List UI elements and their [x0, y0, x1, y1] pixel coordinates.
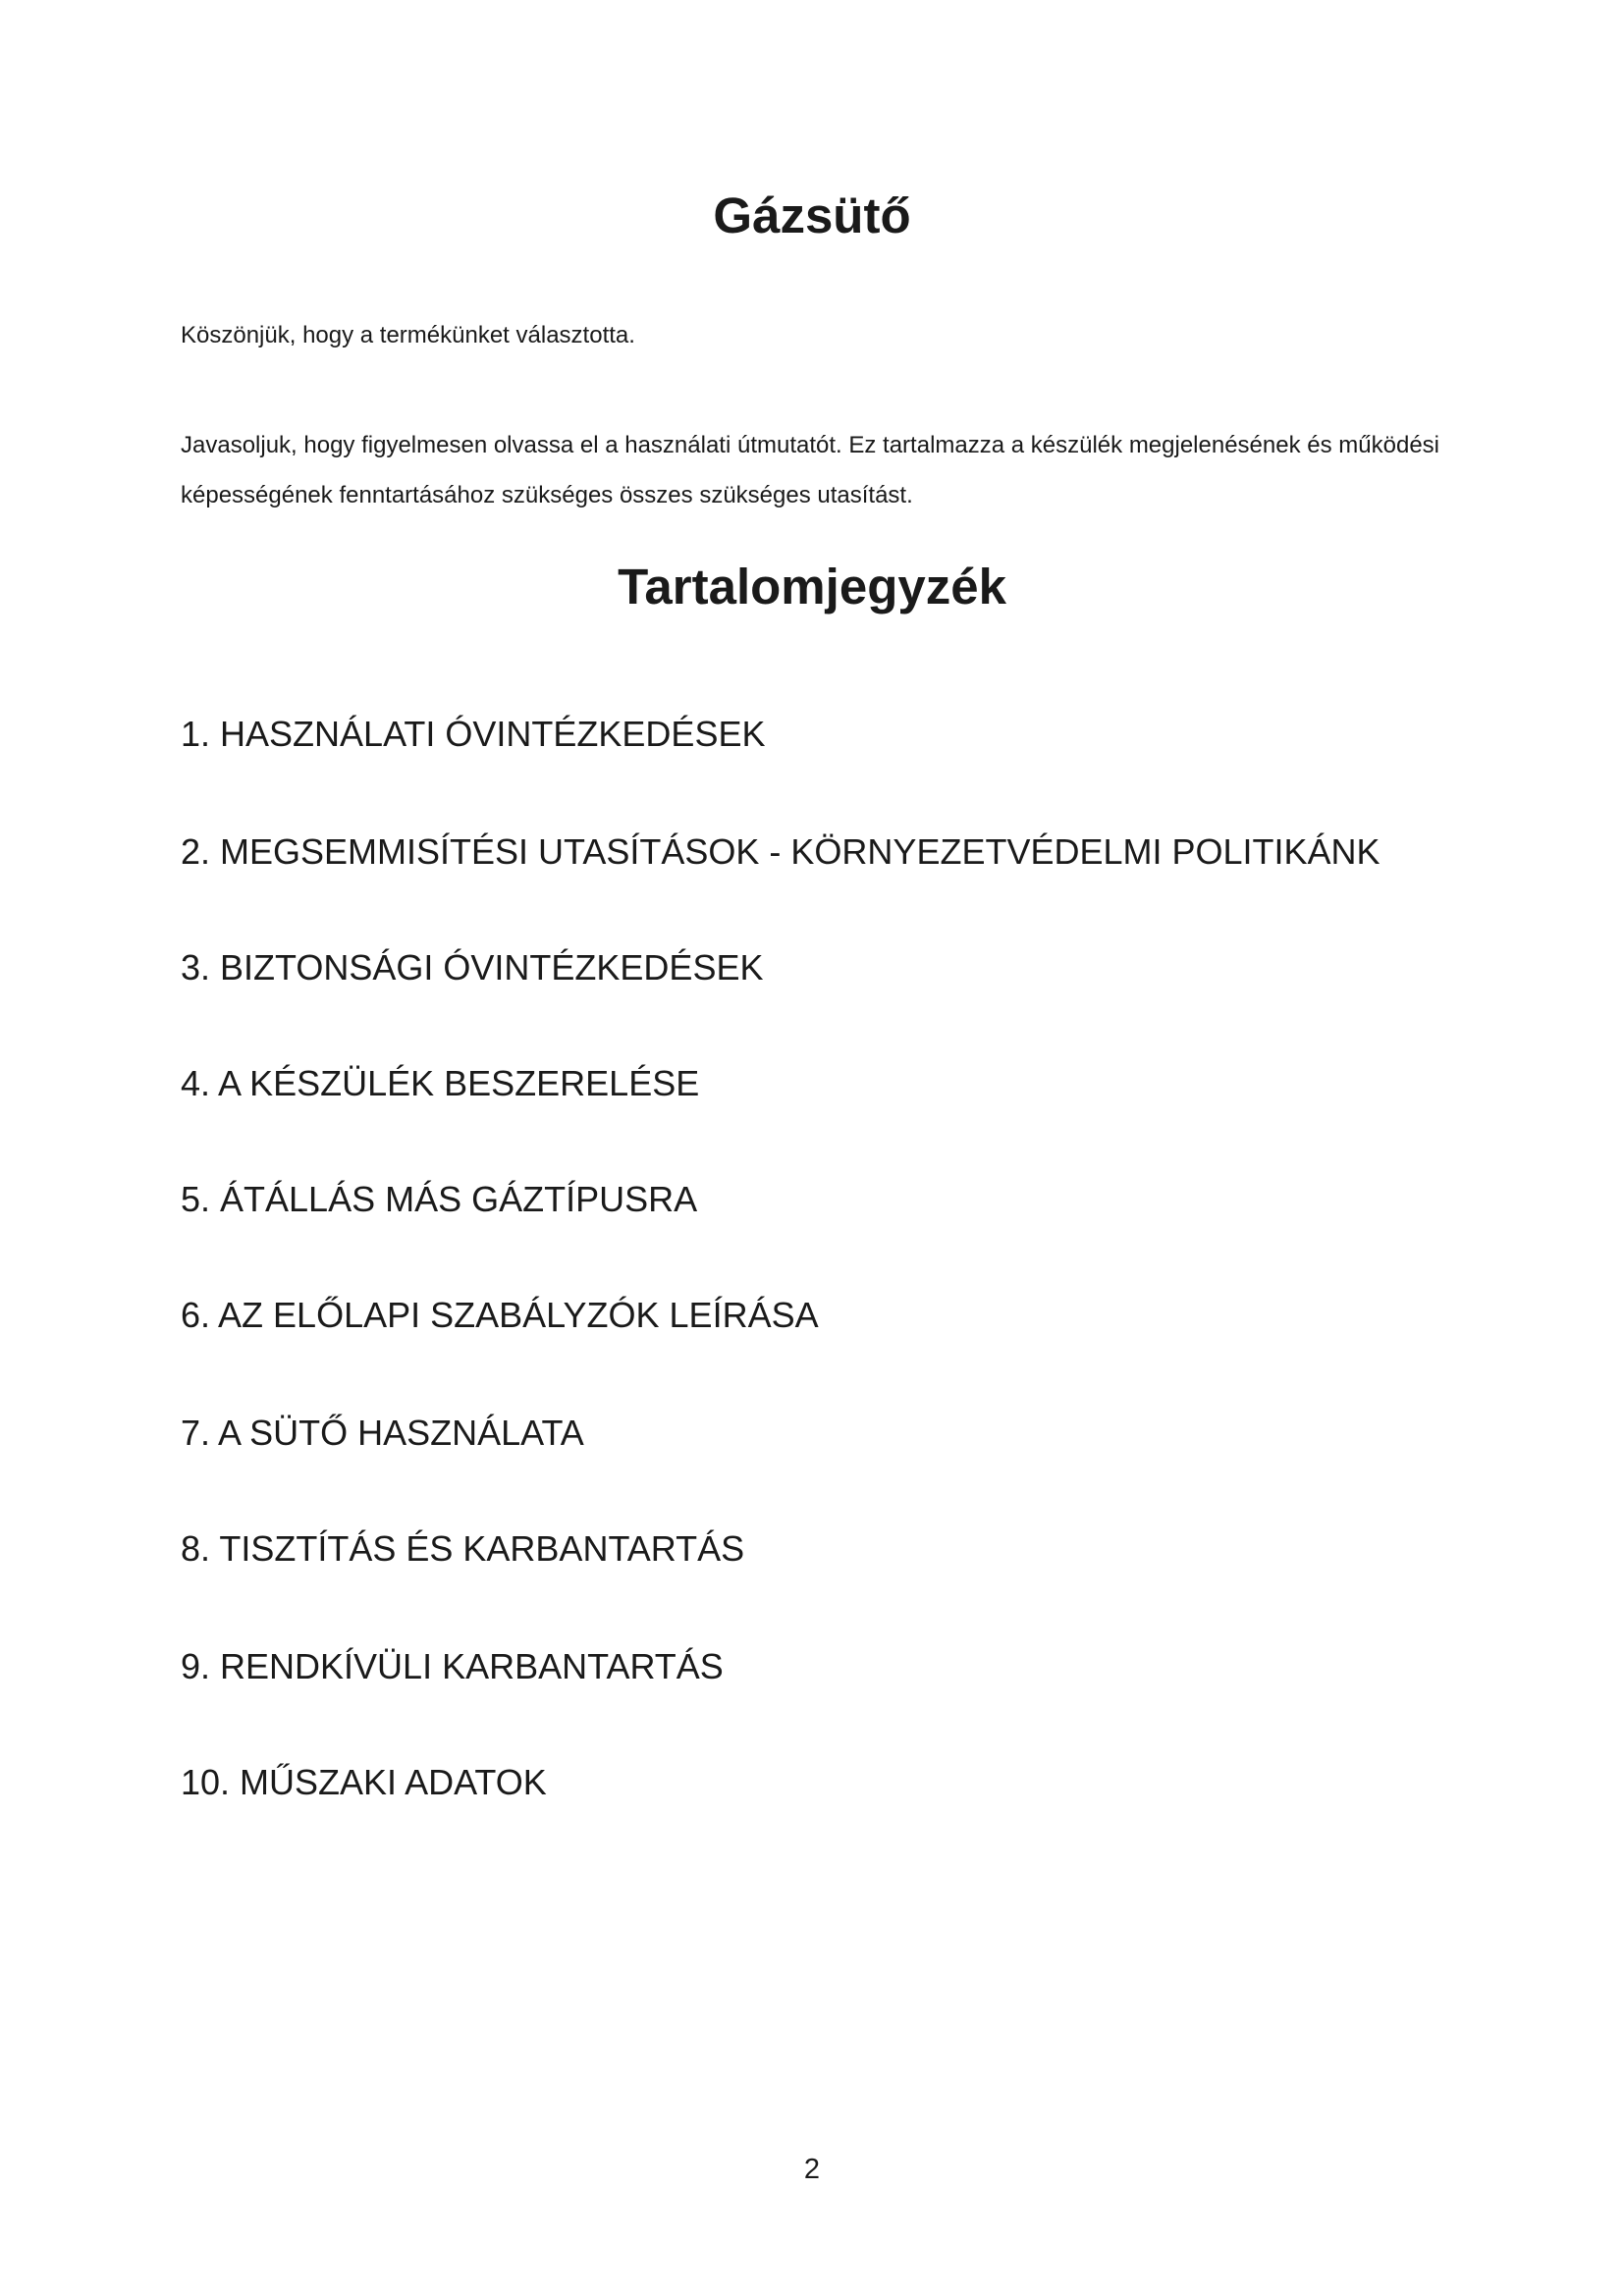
- toc-item: 3. BIZTONSÁGI ÓVINTÉZKEDÉSEK: [181, 947, 764, 988]
- thanks-paragraph: Köszönjük, hogy a termékünket választotta.: [181, 322, 635, 348]
- page-number: 2: [803, 2154, 821, 2185]
- toc-item: 6. AZ ELŐLAPI SZABÁLYZÓK LEÍRÁSA: [181, 1295, 819, 1335]
- toc-item: 10. MŰSZAKI ADATOK: [181, 1762, 547, 1802]
- toc-item: 9. RENDKÍVÜLI KARBANTARTÁS: [181, 1646, 724, 1686]
- advice-paragraph: Javasoljuk, hogy figyelmesen olvassa el a használati útmutatót. Ez tartalmazza a készülék megjelenésének és működési képességének fenntartásához szükséges összes szükséges utasítást.: [181, 432, 1439, 508]
- toc-item: 7. A SÜTŐ HASZNÁLATA: [181, 1413, 584, 1453]
- toc-item: 4. A KÉSZÜLÉK BESZERELÉSE: [181, 1063, 700, 1103]
- page-title: Gázsütő: [713, 187, 911, 243]
- toc-title: Tartalomjegyzék: [618, 559, 1006, 614]
- toc-item: 1. HASZNÁLATI ÓVINTÉZKEDÉSEK: [181, 714, 766, 754]
- toc-item: 5. ÁTÁLLÁS MÁS GÁZTÍPUSRA: [181, 1179, 698, 1219]
- toc-item: 2. MEGSEMMISÍTÉSI UTASÍTÁSOK - KÖRNYEZETVÉDELMI POLITIKÁNK: [181, 831, 1380, 872]
- toc-item: 8. TISZTÍTÁS ÉS KARBANTARTÁS: [181, 1528, 745, 1569]
